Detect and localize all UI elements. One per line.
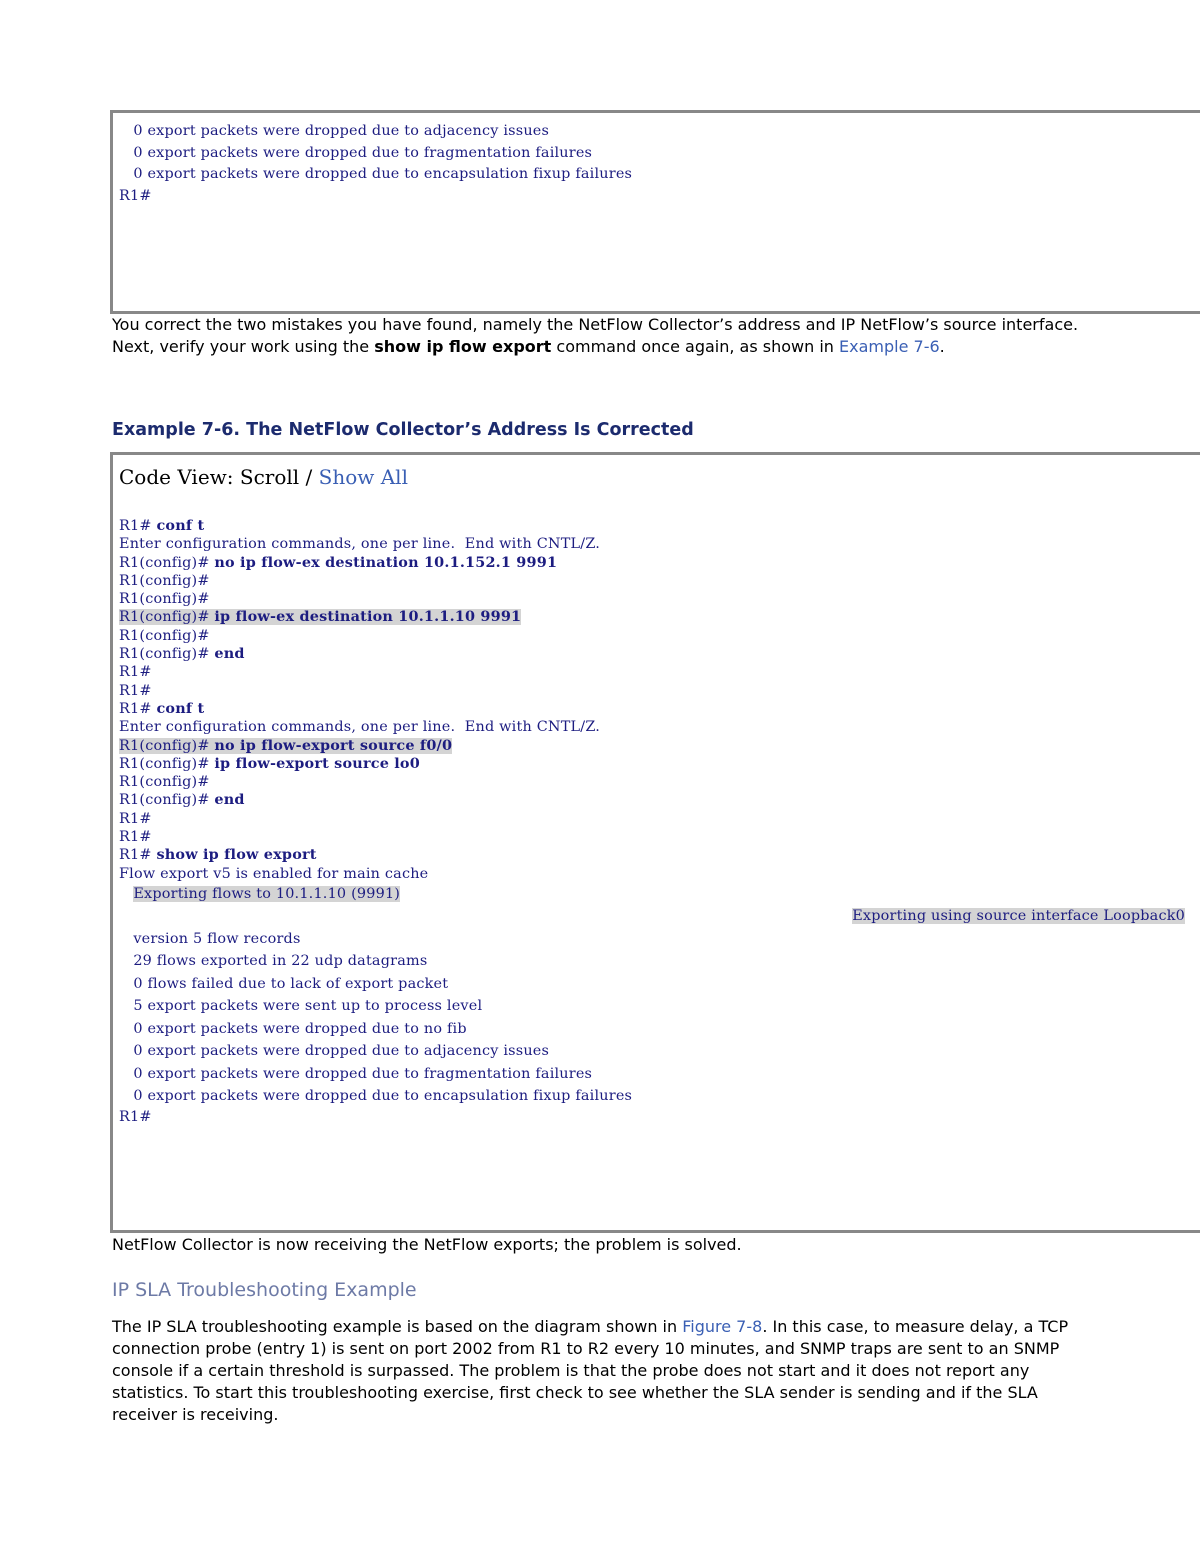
code-listing-continued [110, 110, 1200, 314]
code-line: R1# conf t [119, 517, 205, 534]
code-line: version 5 flow records [119, 930, 301, 947]
code-line-highlighted: Exporting using source interface Loopback0 [852, 908, 1185, 925]
code-block [119, 517, 1185, 1126]
code-line: 0 flows failed due to lack of export packet [119, 975, 449, 992]
code-line: R1# [119, 664, 152, 681]
body-paragraph-solved: NetFlow Collector is now receiving the NetFlow exports; the problem is solved. [112, 1235, 742, 1254]
code-view-toggle [119, 465, 408, 489]
code-listing-example-7-6 [110, 452, 1200, 1233]
code-line: 0 export packets were dropped due to fragmentation failures [119, 144, 593, 161]
code-line: R1(config)# end [119, 791, 245, 809]
code-line: 0 export packets were dropped due to no fib [119, 1020, 467, 1037]
code-line: 5 export packets were sent up to process level [119, 998, 483, 1015]
code-line: 0 export packets were dropped due to encapsulation fixup failures [119, 1088, 633, 1105]
code-line: 0 export packets were dropped due to adjacency issues [119, 1043, 550, 1060]
code-line: 0 export packets were dropped due to adjacency issues [119, 123, 550, 139]
code-line-highlighted: R1(config)# no ip flow-export source f0/0 [119, 736, 453, 754]
code-line: R1# conf t [119, 699, 205, 717]
command-text: show ip flow export [374, 337, 552, 356]
body-paragraph-ip-sla [112, 1316, 1092, 1426]
paragraph-text: . [939, 337, 945, 356]
example-caption: Example 7-6. The NetFlow Collector’s Address Is Corrected [112, 420, 694, 440]
code-line: R1(config)# [119, 591, 210, 608]
paragraph-text: The IP SLA troubleshooting example is based on the diagram shown in [112, 1317, 683, 1336]
code-line: Flow export v5 is enabled for main cache [119, 865, 429, 882]
example-link[interactable]: Example 7-6 [839, 337, 940, 356]
code-line: R1(config)# end [119, 645, 245, 663]
code-line: R1# [119, 829, 152, 846]
section-heading: IP SLA Troubleshooting Example [112, 1279, 417, 1301]
code-line: 0 export packets were dropped due to encapsulation fixup failures [119, 166, 633, 183]
code-line: R1(config)# no ip flow-ex destination 10.1.152.1 9991 [119, 553, 558, 571]
paragraph-text: . In this case, to measure delay, a TCP connection probe (entry 1) is sent on port 2002 from R1 to R2 every 10 minutes, and SNMP traps are sent to an SNMP console if a certain threshold is surpassed. The problem is that the probe does not start and it does not report any statistics. To start this troubleshooting exercise, first check to see whether the SLA sender is sending and if the SLA receiver is receiving. [112, 1317, 1069, 1424]
code-line: R1(config)# [119, 627, 210, 644]
code-line: R1# [119, 682, 152, 699]
code-line: R1# [119, 810, 152, 827]
code-line-highlighted: R1(config)# ip flow-ex destination 10.1.1.10 9991 [119, 608, 522, 626]
show-all-link[interactable]: Show All [318, 465, 408, 489]
paragraph-text: You correct the two mistakes you have found, namely the NetFlow Collector’s address and IP NetFlow’s source interface. Next, verify your work using the [112, 315, 1079, 356]
code-line: R1# show ip flow export [119, 846, 317, 864]
paragraph-text: command once again, as shown in [551, 337, 840, 356]
code-line: 0 export packets were dropped due to fragmentation failures [119, 1065, 593, 1082]
code-line: Enter configuration commands, one per line. End with CNTL/Z. [119, 536, 601, 553]
code-line-highlighted: Exporting flows to 10.1.1.10 (9991) [133, 885, 401, 902]
code-line: 29 flows exported in 22 udp datagrams [119, 953, 428, 970]
code-line: Enter configuration commands, one per line. End with CNTL/Z. [119, 719, 601, 736]
body-paragraph-verify [112, 314, 1112, 358]
code-view-label: Code View: Scroll / [119, 465, 319, 489]
code-line: R1# [119, 188, 152, 205]
code-line: R1# [119, 1108, 152, 1125]
code-block [119, 121, 632, 208]
code-line: R1(config)# [119, 774, 210, 791]
code-line: R1(config)# [119, 572, 210, 589]
figure-link[interactable]: Figure 7-8 [682, 1317, 763, 1336]
code-line: R1(config)# ip flow-export source lo0 [119, 754, 420, 772]
